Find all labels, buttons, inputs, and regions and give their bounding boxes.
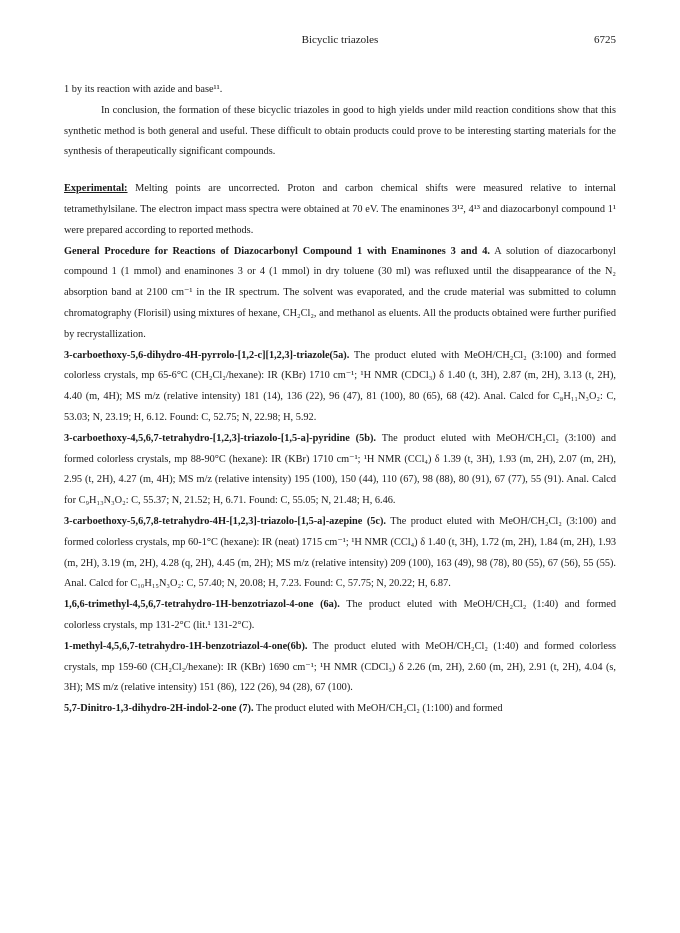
paragraph-experimental xyxy=(64,179,616,241)
paragraph-compound-5c xyxy=(64,512,616,595)
paragraph-compound-5a xyxy=(64,346,616,429)
body-text xyxy=(64,80,616,720)
compound-heading: 5,7-Dinitro-1,3-dihydro-2H-indol-2-one (7). xyxy=(64,703,254,715)
paragraph-continuation xyxy=(64,80,616,101)
paragraph-compound-6a xyxy=(64,595,616,637)
paragraph-general-procedure xyxy=(64,242,616,346)
compound-heading: 1,6,6-trimethyl-4,5,6,7-tetrahydro-1H-benzotriazol-4-one (6a). xyxy=(64,599,340,611)
paragraph-text: 1 by its reaction with azide and base¹¹. xyxy=(64,84,223,95)
running-title: Bicyclic triazoles xyxy=(301,34,379,46)
paragraph-text: In conclusion, the formation of these bicyclic triazoles in good to high yields under mild reaction conditions show that this synthetic method is both general and useful. These difficult to obtain products could prove to be interesting starting materials for the synthesis of therapeutically significant compounds. xyxy=(64,104,616,158)
paragraph-text: The product eluted with MeOH/CH₂Cl₂ (1:40) and formed colorless crystals, mp 159-60 (CH₂Cl₂/hexane): IR (KBr) 1690 cm⁻¹; ¹H NMR (CDCl₃) δ 2.26 (m, 2H), 2.60 (m, 2H), 2.91 (t, 2H), 4.04 (s, 3H); MS m/z (relative intensity) 151 (86), 122 (26), 94 (28), 67 (100). xyxy=(64,640,616,694)
paragraph-text: The product eluted with MeOH/CH₂Cl₂ (1:100) and formed xyxy=(253,703,503,715)
section-gap xyxy=(64,163,616,179)
paragraph-text: The product eluted with MeOH/CH₂Cl₂ (1:40) and formed colorless crystals, mp 131-2°C (lit.¹ 131-2°C). xyxy=(64,599,616,631)
page-number: 6725 xyxy=(594,34,616,46)
compound-heading: 1-methyl-4,5,6,7-tetrahydro-1H-benzotriazol-4-one(6b). xyxy=(64,640,308,652)
compound-heading: 3-carboethoxy-4,5,6,7-tetrahydro-[1,2,3]-triazolo-[1,5-a]-pyridine (5b). xyxy=(64,432,376,444)
compound-heading: 3-carboethoxy-5,6,7,8-tetrahydro-4H-[1,2,3]-triazolo-[1,5-a]-azepine (5c). xyxy=(64,515,386,527)
paragraph-text: The product eluted with MeOH/CH₂Cl₂ (3:100) and formed colorless crystals, mp 88-90°C (hexane): IR (KBr) 1710 cm⁻¹; ¹H NMR (CCl₄) δ 1.39 (t, 3H), 1.93 (m, 2H), 2.07 (m, 2H), 2.95 (t, 2H), 4.27 (m, 4H); MS m/z (relative intensity) 195 (100), 150 (44), 110 (67), 98 (88), 80 (91), 67 (77), 55 (91). Anal. Calcd for C₉H₁₃N₃O₂: C, 55.37; N, 21.52; H, 6.71. Found: C, 55.05; N, 21.48; H, 6.46. xyxy=(64,432,616,507)
paragraph-text: The product eluted with MeOH/CH₂Cl₂ (3:100) and formed colorless crystals, mp 60-1°C (hexane): IR (neat) 1715 cm⁻¹; ¹H NMR (CCl₄) δ 1.40 (t, 3H), 1.72 (m, 2H), 1.84 (m, 2H), 1.93 (m, 2H), 3.19 (m, 2H), 4.28 (q, 2H), 4.45 (m, 2H); MS m/z (relative intensity) 209 (100), 163 (49), 98 (78), 80 (55), 67 (56), 55 (55). Anal. Calcd for C₁₀H₁₅N₃O₂: C, 57.40; N, 20.08; H, 7.23. Found: C, 57.75; N, 20.22; H, 6.87. xyxy=(64,515,616,590)
paragraph-text: A solution of diazocarbonyl compound 1 (1 mmol) and enaminones 3 or 4 (1 mmol) in dry toluene (30 ml) was refluxed until the disappearance of the N₂ absorption band at 2100 cm⁻¹ in the IR spectrum. The solvent was evaporated, and the crude material was submitted to column chromatography (Florisil) using mixtures of hexane, CH₂Cl₂, and methanol as eluents. All the products obtained were further purified by recrystallization. xyxy=(64,245,616,340)
paragraph-text: The product eluted with MeOH/CH₂Cl₂ (3:100) and formed colorless crystals, mp 65-6°C (CH₂Cl₂/hexane): IR (KBr) 1710 cm⁻¹; ¹H NMR (CDCl₃) δ 1.40 (t, 3H), 2.87 (m, 2H), 3.13 (t, 2H), 4.40 (m, 4H); MS m/z (relative intensity) 181 (14), 136 (22), 96 (47), 81 (100), 80 (65), 68 (42). Anal. Calcd for C₈H₁₁N₃O₂: C, 53.03; N, 23.19; H, 6.12. Found: C, 52.75; N, 22.98; H, 5.92. xyxy=(64,349,616,423)
section-heading: Experimental: xyxy=(64,183,128,195)
paragraph-text: Melting points are uncorrected. Proton and carbon chemical shifts were measured relative to internal tetramethylsilane. The electron impact mass spectra were obtained at 70 eV. The enaminones 3¹², 4¹³ and diazocarbonyl compound 1¹ were prepared according to reported methods. xyxy=(64,183,616,236)
paragraph-compound-6b xyxy=(64,637,616,699)
paragraph-compound-7 xyxy=(64,699,616,720)
paragraph-conclusion xyxy=(64,101,616,163)
compound-heading: General Procedure for Reactions of Diazocarbonyl Compound 1 with Enaminones 3 and 4. xyxy=(64,245,490,257)
running-head xyxy=(64,34,616,50)
compound-heading: 3-carboethoxy-5,6-dihydro-4H-pyrrolo-[1,2-c][1,2,3]-triazole(5a). xyxy=(64,349,350,361)
paragraph-compound-5b xyxy=(64,429,616,512)
